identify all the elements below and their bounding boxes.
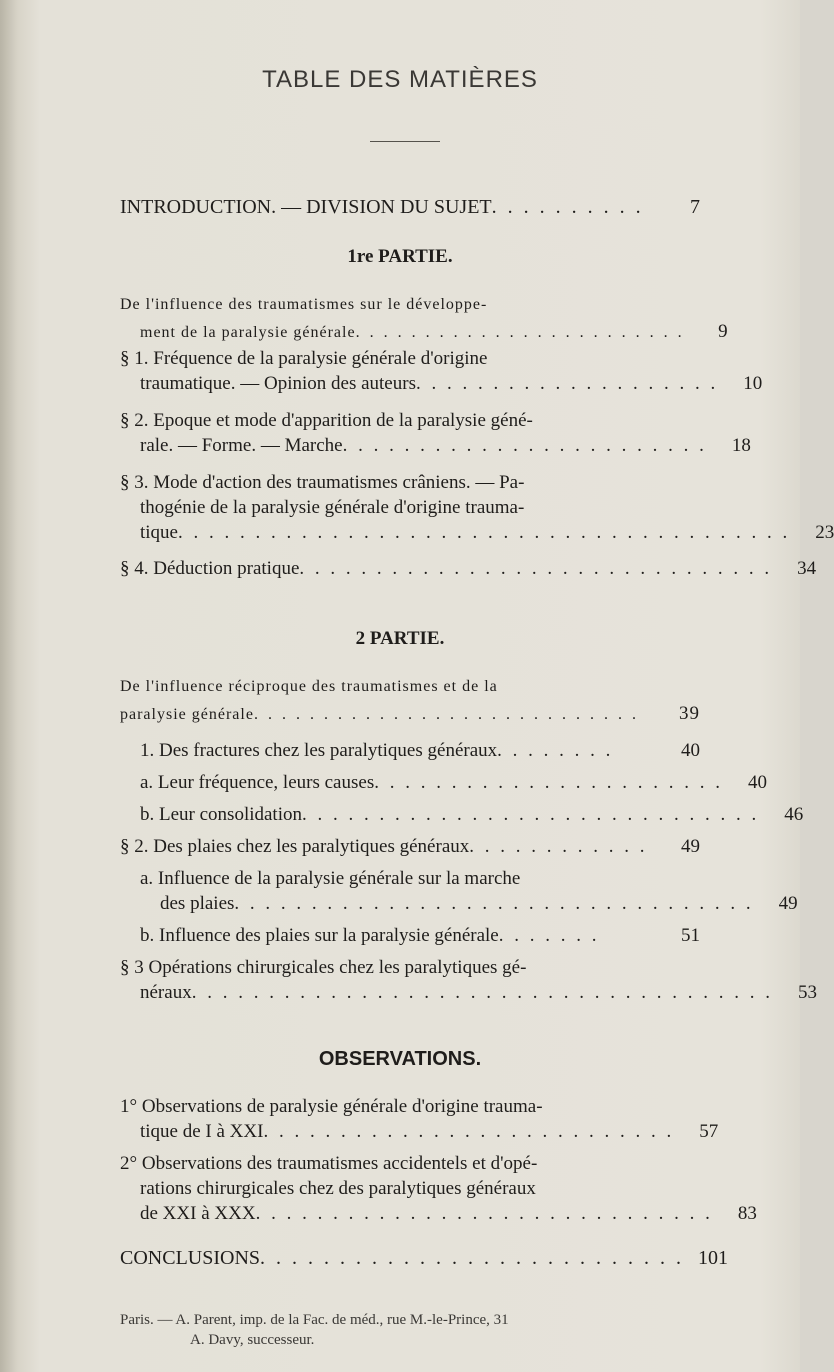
- leader-dots: . . . . . . . . . . . . . . . . . . . . . . . . . . . . . . . . . . . . . . . .: [178, 522, 791, 543]
- s3-line2: thogénie de la paralysie générale d'origine trauma-: [140, 497, 525, 518]
- toc-entry-introduction: [120, 196, 700, 219]
- part2-heading: 2 PARTIE.: [355, 628, 445, 649]
- leader-dots: . . . . . . . . . . . . . . . . . . . .: [415, 373, 719, 394]
- toc-entry-plaies: [120, 836, 700, 858]
- entry-text: de XXI à XXX: [140, 1203, 256, 1224]
- leader-dots: . . . . . . . . . . . . . . . . . . . . . . . . . . . .: [253, 706, 639, 723]
- entry-page: 57: [699, 1121, 719, 1142]
- leader-dots: . . . . . . . . . . . . . . . . . . . . . . . . . . . . . .: [302, 804, 760, 825]
- s1-line1: § 1. Fréquence de la paralysie générale d'origine: [120, 348, 488, 369]
- toc-entry-fractures: [140, 740, 700, 762]
- entry-page: 83: [737, 1203, 757, 1224]
- entry-text: § 4. Déduction pratique: [120, 558, 300, 579]
- toc-entry-frequence: [140, 772, 767, 794]
- entry-page: 9: [718, 321, 729, 342]
- toc-entry-conclusions: [120, 1247, 729, 1270]
- entry-text: § 2. Des plaies chez les paralytiques généraux: [120, 836, 470, 857]
- entry-text: INTRODUCTION. — DIVISION DU SUJET: [120, 196, 492, 218]
- observations-heading: OBSERVATIONS.: [318, 1048, 482, 1070]
- entry-text: b. Leur consolidation: [140, 804, 302, 825]
- entry-text: a. Leur fréquence, leurs causes: [140, 772, 375, 793]
- toc-entry-part2-title: [120, 703, 700, 725]
- toc-entry-consolidation: [140, 804, 804, 826]
- entry-text: 1. Des fractures chez les paralytiques généraux: [140, 740, 498, 761]
- entry-text: des plaies: [160, 893, 235, 914]
- entry-text: b. Influence des plaies sur la paralysie générale: [140, 925, 499, 946]
- i3-line1: § 3 Opérations chirurgicales chez les paralytiques gé-: [120, 957, 527, 978]
- leader-dots: . . . . . . . . . . . . . . . . . . . . . . . . . . .: [263, 1121, 675, 1142]
- entry-page: 34: [797, 558, 817, 579]
- s2-line1: § 2. Epoque et mode d'apparition de la paralysie géné-: [120, 410, 533, 431]
- entry-text: CONCLUSIONS: [120, 1247, 261, 1269]
- toc-entry-s3: [140, 522, 834, 544]
- leader-dots: . . . . . . . . . . . . . . . . . . . . . . . . . . . . . . .: [299, 558, 773, 579]
- s3-line1: § 3. Mode d'action des traumatismes crâniens. — Pa-: [120, 472, 525, 493]
- part1-heading: 1re PARTIE.: [347, 246, 453, 267]
- toc-entry-obs2: [140, 1203, 757, 1225]
- entry-page: 49: [778, 893, 798, 914]
- toc-entry-part1-title: [140, 321, 729, 343]
- leader-dots: . . . . . . . . . . . . . . . . . . . . . . . .: [355, 324, 685, 341]
- toc-entry-influence-plaies: [140, 925, 700, 947]
- entry-page: 18: [731, 435, 751, 456]
- entry-page: 51: [681, 925, 700, 946]
- printer-successor: A. Davy, successeur.: [190, 1332, 315, 1348]
- entry-text: rale. — Forme. — Marche: [140, 435, 343, 456]
- entry-text: tique: [140, 522, 178, 543]
- entry-text: paralysie générale: [120, 706, 254, 723]
- o1-line1: 1° Observations de paralysie générale d'origine trauma-: [120, 1096, 543, 1117]
- leader-dots: . . . . . . . .: [497, 740, 614, 761]
- leader-dots: . . . . . . . . . . . . . . . . . . . . . . . . . . .: [260, 1247, 685, 1269]
- entry-page: 23: [815, 522, 834, 543]
- leader-dots: . . . . . . . . . . . . . . . . . . . . . . . . . . . . . . . . . . . . . .: [191, 982, 773, 1003]
- part1-title-line1: De l'influence des traumatismes sur le développe-: [120, 296, 488, 313]
- entry-text: traumatique. — Opinion des auteurs: [140, 373, 416, 394]
- leader-dots: . . . . . . . . . .: [491, 196, 644, 218]
- entry-page: 101: [698, 1247, 729, 1269]
- leader-dots: . . . . . . . . . . . . . . . . . . . . . . . . . . . . . . . . . .: [234, 893, 754, 914]
- entry-page: 7: [690, 196, 700, 218]
- leader-dots: . . . . . . . . . . . . . . . . . . . . . . . .: [342, 435, 707, 456]
- entry-page: 39: [679, 703, 700, 724]
- toc-entry-marche-plaies: [160, 893, 798, 915]
- part2-title-line1: De l'influence réciproque des traumatismes et de la: [120, 678, 498, 695]
- i2a-line1: a. Influence de la paralysie générale sur la marche: [140, 868, 521, 889]
- leader-dots: . . . . . . . . . . . . . . . . . . . . . . .: [374, 772, 723, 793]
- entry-page: 40: [681, 740, 700, 761]
- leader-dots: . . . . . . .: [498, 925, 600, 946]
- toc-entry-operations: [140, 982, 817, 1004]
- page-title: TABLE DES MATIÈRES: [262, 66, 538, 93]
- entry-page: 46: [784, 804, 804, 825]
- entry-text: tique de I à XXI: [140, 1121, 264, 1142]
- entry-page: 53: [797, 982, 817, 1003]
- entry-page: 10: [743, 373, 763, 394]
- entry-page: 40: [747, 772, 767, 793]
- entry-text: ment de la paralysie générale: [140, 324, 356, 341]
- entry-page: 49: [681, 836, 700, 857]
- toc-entry-s2: [140, 435, 751, 457]
- title-divider: [370, 141, 440, 142]
- printer-imprint: Paris. — A. Parent, imp. de la Fac. de méd., rue M.-le-Prince, 31: [120, 1312, 509, 1328]
- toc-entry-s1: [140, 373, 763, 395]
- toc-entry-s4: [120, 558, 817, 580]
- o2-line1: 2° Observations des traumatismes accidentels et d'opé-: [120, 1153, 538, 1174]
- leader-dots: . . . . . . . . . . . .: [469, 836, 648, 857]
- leader-dots: . . . . . . . . . . . . . . . . . . . . . . . . . . . . . .: [255, 1203, 713, 1224]
- o2-line2: rations chirurgicales chez des paralytiques généraux: [140, 1178, 536, 1199]
- entry-text: néraux: [140, 982, 192, 1003]
- toc-entry-obs1: [140, 1121, 719, 1143]
